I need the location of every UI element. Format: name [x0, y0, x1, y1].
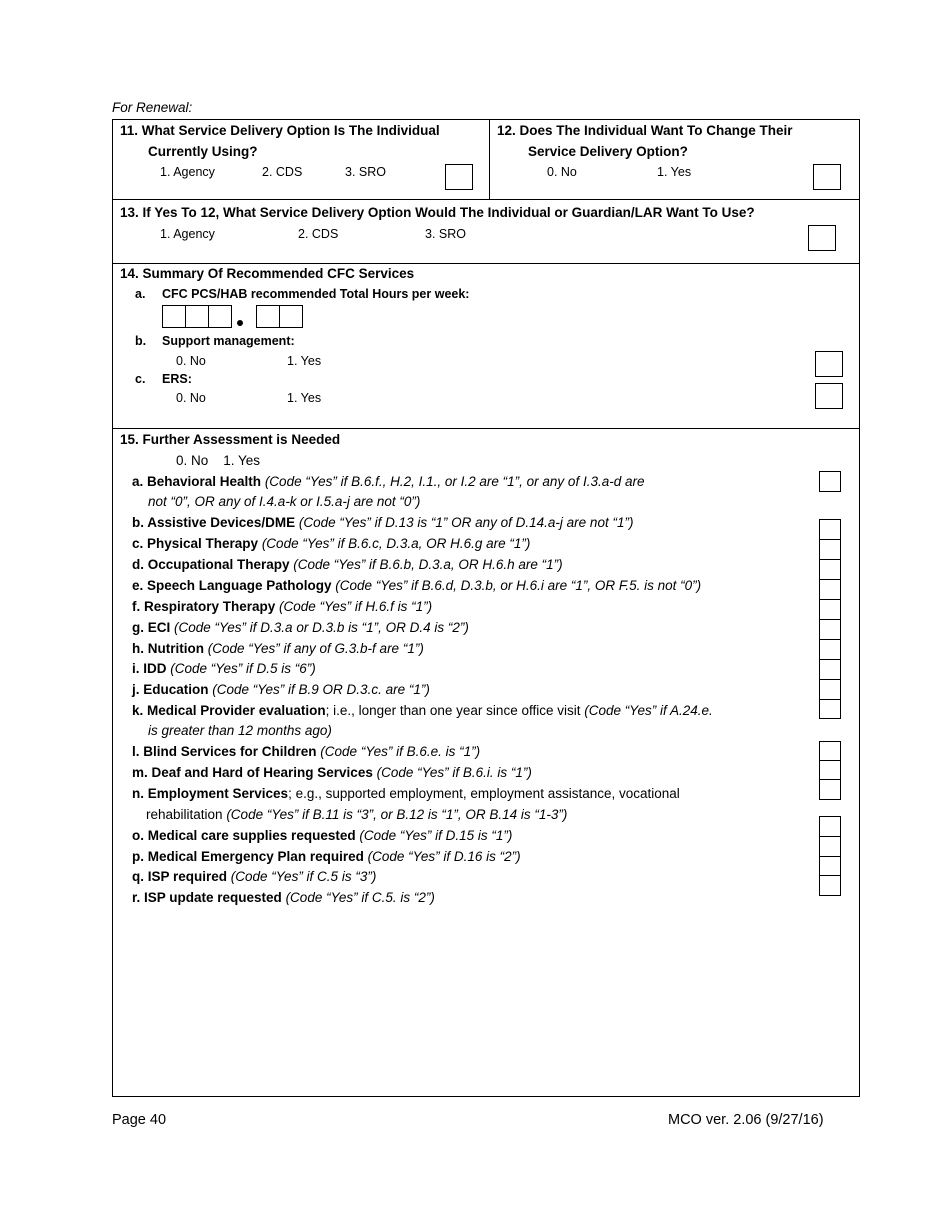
- q11-title-line2: Currently Using?: [148, 144, 258, 159]
- q15-item-n-label: n. Employment Services: [132, 786, 289, 801]
- q15-item-k-cont: is greater than 12 months ago): [148, 723, 332, 738]
- q15-item-g: [132, 618, 469, 638]
- q13-option-cds: 2. CDS: [298, 227, 339, 241]
- q15-item-a-code: (Code “Yes” if B.6.f., H.2, I.1., or I.2 are “1”, or any of I.3.a-d are: [261, 474, 645, 489]
- q11-answer-box[interactable]: [445, 164, 473, 190]
- q15-answer-box-d[interactable]: [819, 559, 841, 580]
- q14-b-label: Support management:: [162, 334, 295, 348]
- q15-answer-box-q[interactable]: [819, 856, 841, 876]
- q15-item-p-code: (Code “Yes” if D.16 is “2”): [363, 849, 521, 864]
- hours-digit-box-3[interactable]: [208, 305, 232, 328]
- q15-item-p: [132, 847, 521, 867]
- divider-after-q14: [112, 428, 860, 429]
- q15-item-k: [132, 701, 713, 721]
- q14-c-option-yes: 1. Yes: [287, 391, 322, 405]
- q15-answer-box-k[interactable]: [819, 699, 841, 719]
- hours-decimal-box-1[interactable]: [256, 305, 280, 328]
- q15-item-j-label: j. Education: [132, 682, 209, 697]
- q15-item-k-label: k. Medical Provider evaluation: [132, 703, 326, 718]
- q15-item-l-code: (Code “Yes” if B.6.e. is “1”): [316, 744, 481, 759]
- q15-item-b-code: (Code “Yes” if D.13 is “1” OR any of D.14.a-j are not “1”): [295, 515, 634, 530]
- q12-title-line2: Service Delivery Option?: [528, 144, 688, 159]
- q15-item-i-code: (Code “Yes” if D.5 is “6”): [166, 661, 316, 676]
- q15-answer-box-r[interactable]: [819, 875, 841, 896]
- q15-item-j-code: (Code “Yes” if B.9 OR D.3.c. are “1”): [208, 682, 430, 697]
- q13-answer-box[interactable]: [808, 225, 836, 251]
- q15-item-f-code: (Code “Yes” if H.6.f is “1”): [275, 599, 433, 614]
- q15-item-n-cont-plain: rehabilitation: [146, 807, 223, 822]
- q11-q12-divider: [489, 119, 490, 199]
- q15-item-e-code: (Code “Yes” if B.6.d, D.3.b, or H.6.i are “1”, OR F.5. is not “0”): [331, 578, 702, 593]
- q15-answer-box-o[interactable]: [819, 816, 841, 837]
- q15-item-a-cont: not “0”, OR any of I.4.a-k or I.5.a-j are not “0”): [148, 494, 421, 509]
- q15-answer-box-i[interactable]: [819, 659, 841, 680]
- q15-item-h-code: (Code “Yes” if any of G.3.b-f are “1”): [203, 641, 424, 656]
- q15-item-a-label: a. Behavioral Health: [132, 474, 262, 489]
- q15-item-o-label: o. Medical care supplies requested: [132, 828, 356, 843]
- decimal-point-dot: [237, 320, 243, 326]
- q15-item-e: [132, 576, 701, 596]
- q11-option-agency: 1. Agency: [160, 165, 215, 179]
- q15-item-n-rest: ; e.g., supported employment, employment assistance, vocational: [288, 786, 680, 801]
- q15-item-f: [132, 597, 432, 617]
- q14-c-answer-box[interactable]: [815, 383, 843, 409]
- q15-item-c-label: c. Physical Therapy: [132, 536, 259, 551]
- q15-answer-box-l[interactable]: [819, 741, 841, 761]
- q15-item-r-label: r. ISP update requested: [132, 890, 282, 905]
- q14-c-label: ERS:: [162, 372, 192, 386]
- hours-decimal-box-2[interactable]: [279, 305, 303, 328]
- q11-option-cds: 2. CDS: [262, 165, 303, 179]
- q15-answer-box-m[interactable]: [819, 760, 841, 780]
- q14-b-letter: b.: [135, 334, 147, 348]
- q15-item-i: [132, 659, 316, 679]
- q15-item-i-label: i. IDD: [132, 661, 167, 676]
- q15-item-r: [132, 888, 435, 908]
- q15-item-a: [132, 472, 644, 492]
- q15-item-d-label: d. Occupational Therapy: [132, 557, 290, 572]
- q14-b-option-no: 0. No: [176, 354, 206, 368]
- q15-item-h: [132, 639, 424, 659]
- footer-version: MCO ver. 2.06 (9/27/16): [668, 1112, 824, 1128]
- q14-title: 14. Summary Of Recommended CFC Services: [120, 266, 415, 281]
- q15-item-m: [132, 763, 532, 783]
- hours-digit-box-1[interactable]: [162, 305, 186, 328]
- q14-c-letter: c.: [135, 372, 146, 386]
- for-renewal-label: For Renewal:: [112, 100, 193, 115]
- q15-item-q-label: q. ISP required: [132, 869, 228, 884]
- q12-answer-box[interactable]: [813, 164, 841, 190]
- q15-item-b: [132, 513, 633, 533]
- q15-item-h-label: h. Nutrition: [132, 641, 204, 656]
- q15-answer-box-e[interactable]: [819, 579, 841, 600]
- divider-after-q12: [112, 199, 860, 200]
- q14-b-option-yes: 1. Yes: [287, 354, 322, 368]
- q15-item-l-label: l. Blind Services for Children: [132, 744, 317, 759]
- q15-item-n: [132, 784, 680, 804]
- q12-option-no: 0. No: [547, 165, 577, 179]
- q15-item-c: [132, 534, 530, 554]
- q12-title-line1: 12. Does The Individual Want To Change Their: [497, 123, 793, 138]
- q15-item-d: [132, 555, 563, 575]
- q15-item-m-label: m. Deaf and Hard of Hearing Services: [132, 765, 373, 780]
- q11-title-line1: 11. What Service Delivery Option Is The Individual: [120, 123, 440, 138]
- q15-item-q-code: (Code “Yes” if C.5 is “3”): [227, 869, 377, 884]
- q15-answer-box-a[interactable]: [819, 471, 841, 492]
- q15-item-q: [132, 867, 376, 887]
- q15-answer-box-b[interactable]: [819, 519, 841, 540]
- q15-answer-box-p[interactable]: [819, 836, 841, 857]
- q15-answer-box-f[interactable]: [819, 599, 841, 620]
- q13-option-agency: 1. Agency: [160, 227, 215, 241]
- q15-answer-box-n[interactable]: [819, 779, 841, 800]
- q15-answer-box-g[interactable]: [819, 619, 841, 640]
- q15-item-g-label: g. ECI: [132, 620, 171, 635]
- q15-item-p-label: p. Medical Emergency Plan required: [132, 849, 364, 864]
- q15-item-k-rest: ; i.e., longer than one year since office visit: [325, 703, 581, 718]
- q15-item-d-code: (Code “Yes” if B.6.b, D.3.a, OR H.6.h are “1”): [289, 557, 563, 572]
- q14-c-option-no: 0. No: [176, 391, 206, 405]
- q11-option-sro: 3. SRO: [345, 165, 386, 179]
- q13-option-sro: 3. SRO: [425, 227, 466, 241]
- q15-options: 0. No 1. Yes: [176, 453, 261, 468]
- q15-item-c-code: (Code “Yes” if B.6.c, D.3.a, OR H.6.g are “1”): [258, 536, 531, 551]
- q14-a-label: CFC PCS/HAB recommended Total Hours per week:: [162, 287, 470, 301]
- q15-item-m-code: (Code “Yes” if B.6.i. is “1”): [372, 765, 532, 780]
- q15-title: 15. Further Assessment is Needed: [120, 432, 341, 447]
- hours-digit-box-2[interactable]: [185, 305, 209, 328]
- q15-item-g-code: (Code “Yes” if D.3.a or D.3.b is “1”, OR D.4 is “2”): [170, 620, 469, 635]
- q15-item-o-code: (Code “Yes” if D.15 is “1”): [355, 828, 513, 843]
- q15-item-n-code: (Code “Yes” if B.11 is “3”, or B.12 is “1”, OR B.14 is “1-3”): [222, 807, 568, 822]
- q14-a-letter: a.: [135, 287, 146, 301]
- q15-item-b-label: b. Assistive Devices/DME: [132, 515, 296, 530]
- q15-answer-box-h[interactable]: [819, 639, 841, 660]
- q14-b-answer-box[interactable]: [815, 351, 843, 377]
- q12-option-yes: 1. Yes: [657, 165, 692, 179]
- q15-item-o: [132, 826, 512, 846]
- q15-item-j: [132, 680, 430, 700]
- q15-item-r-code: (Code “Yes” if C.5. is “2”): [281, 890, 435, 905]
- q15-item-k-code: (Code “Yes” if A.24.e.: [580, 703, 713, 718]
- q15-item-e-label: e. Speech Language Pathology: [132, 578, 332, 593]
- footer-page-number: Page 40: [112, 1112, 167, 1128]
- q15-item-f-label: f. Respiratory Therapy: [132, 599, 276, 614]
- q15-answer-box-j[interactable]: [819, 679, 841, 700]
- q13-title: 13. If Yes To 12, What Service Delivery Option Would The Individual or Guardian/LAR Want To Use?: [120, 205, 755, 220]
- q15-item-l: [132, 742, 480, 762]
- q15-answer-box-c[interactable]: [819, 539, 841, 560]
- q15-item-n-cont: [146, 805, 567, 825]
